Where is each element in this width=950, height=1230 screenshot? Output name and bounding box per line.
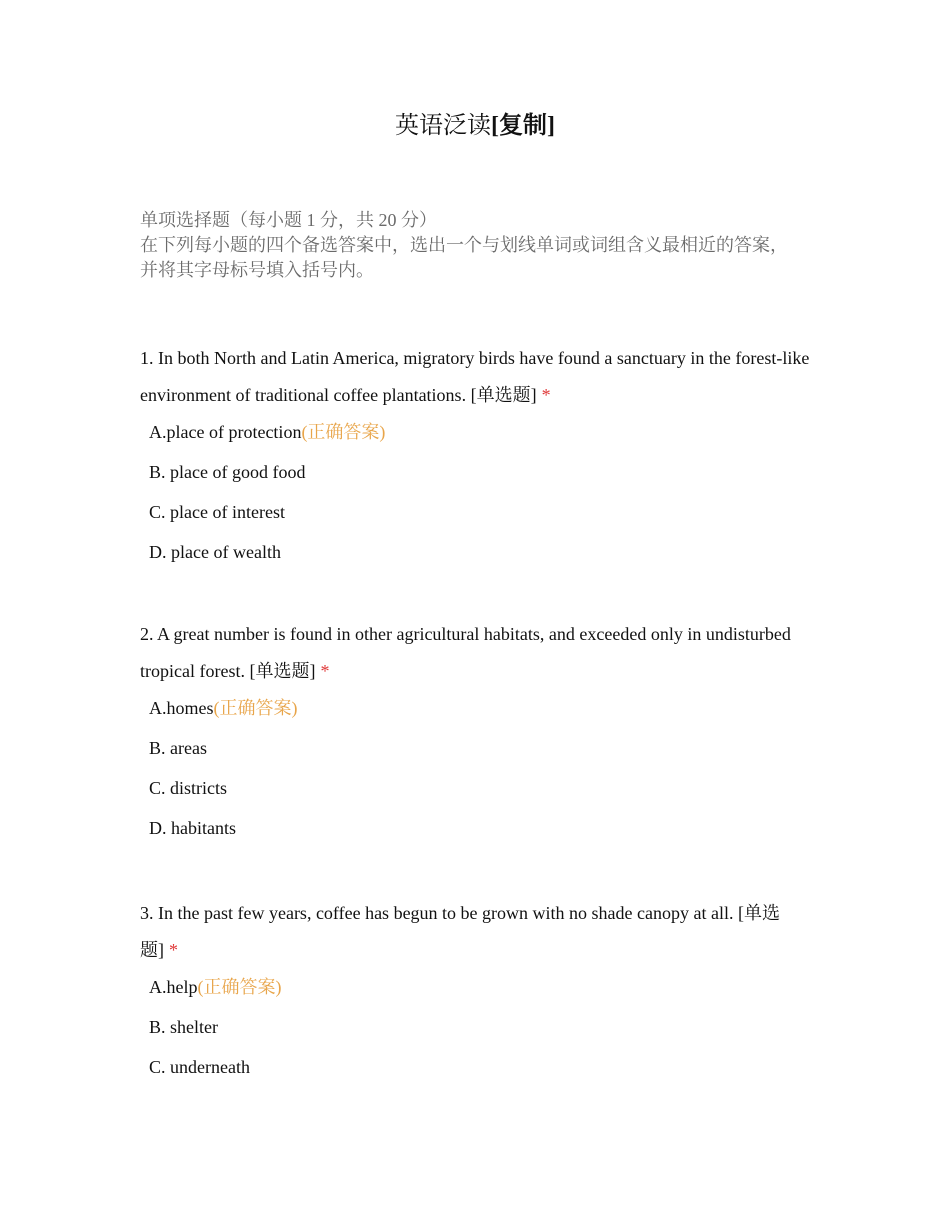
question-3-text-block xyxy=(140,895,810,969)
question-type-badge: [单选题] xyxy=(140,903,780,960)
option-a[interactable] xyxy=(149,975,810,999)
question-2-text-block xyxy=(140,616,810,690)
question-1-text: 1. In both North and Latin America, migratory birds have found a sanctuary in the forest-like environment of traditional coffee plantations. xyxy=(140,348,810,405)
question-1 xyxy=(140,340,810,580)
correct-answer-tag: (正确答案) xyxy=(197,977,282,997)
question-2-options xyxy=(140,696,810,840)
question-2-text: 2. A great number is found in other agricultural habitats, and exceeded only in undisturbed tropical forest. xyxy=(140,624,791,681)
option-label: C. place of interest xyxy=(149,502,285,522)
question-2 xyxy=(140,616,810,856)
required-mark: * xyxy=(541,385,551,405)
option-b[interactable] xyxy=(149,736,810,760)
title-suffix: [复制] xyxy=(491,113,555,139)
option-a[interactable] xyxy=(149,696,810,720)
section-intro xyxy=(140,208,820,283)
question-3-options xyxy=(140,975,810,1079)
section-instruction-line-2: 并将其字母标号填入括号内。 xyxy=(140,260,374,280)
option-b[interactable] xyxy=(149,460,810,484)
option-d[interactable] xyxy=(149,540,810,564)
section-instruction-line-1: 在下列每小题的四个备选答案中，选出一个与划线单词或词组含义最相近的答案， xyxy=(140,235,788,255)
option-c[interactable] xyxy=(149,500,810,524)
option-c[interactable] xyxy=(149,776,810,800)
option-d[interactable] xyxy=(149,816,810,840)
option-label: C. underneath xyxy=(149,1057,250,1077)
question-1-options xyxy=(140,420,810,564)
correct-answer-tag: (正确答案) xyxy=(213,698,298,718)
required-mark: * xyxy=(169,940,178,960)
option-label: A.help xyxy=(149,977,198,997)
question-3-text: 3. In the past few years, coffee has begun to be grown with no shade canopy at all. xyxy=(140,903,734,923)
option-b[interactable] xyxy=(149,1015,810,1039)
option-label: A.place of protection xyxy=(149,422,302,442)
option-label: D. habitants xyxy=(149,818,236,838)
option-label: D. place of wealth xyxy=(149,542,281,562)
section-heading: 单项选择题（每小题 1 分，共 20 分） xyxy=(140,210,437,230)
required-mark: * xyxy=(320,661,330,681)
option-label: B. shelter xyxy=(149,1017,218,1037)
option-label: C. districts xyxy=(149,778,228,798)
title-text: 英语泛读 xyxy=(395,113,491,139)
option-label: A.homes xyxy=(149,698,214,718)
question-type-badge: [单选题] xyxy=(249,661,316,681)
page-title xyxy=(0,110,950,142)
question-type-badge: [单选题] xyxy=(470,385,537,405)
option-label: B. place of good food xyxy=(149,462,306,482)
question-1-text-block xyxy=(140,340,810,414)
correct-answer-tag: (正确答案) xyxy=(301,422,386,442)
option-c[interactable] xyxy=(149,1055,810,1079)
question-3 xyxy=(140,895,810,1095)
option-a[interactable] xyxy=(149,420,810,444)
option-label: B. areas xyxy=(149,738,207,758)
